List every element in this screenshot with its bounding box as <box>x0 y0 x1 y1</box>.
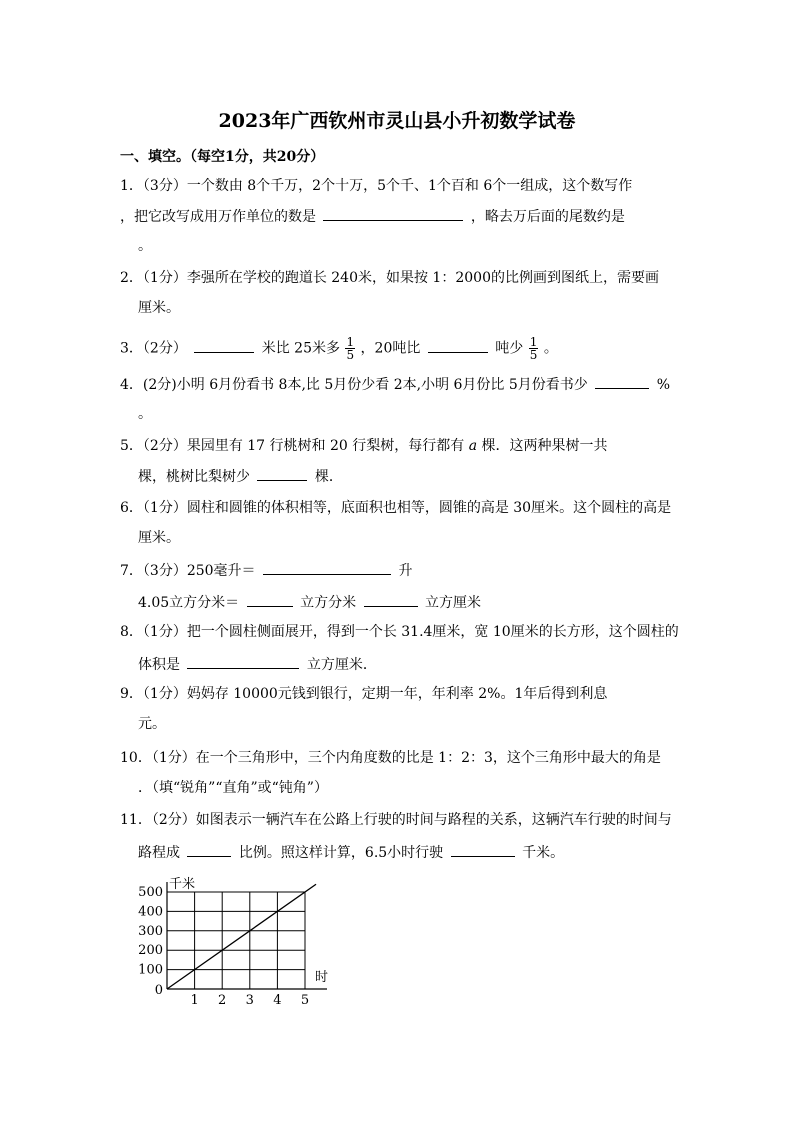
q4-line2: 。 <box>138 406 152 422</box>
q1-line1: 1．（3分）一个数由 8个千万，2个十万，5个千、1个百和 6个一组成，这个数写作 <box>120 178 633 194</box>
fraction-denominator: 5 <box>529 348 538 362</box>
q11-blank-2[interactable] <box>451 842 515 857</box>
q8-text-a: 体积是 <box>138 657 180 673</box>
q3-text-e: 。 <box>543 340 558 357</box>
q7-line2 <box>138 592 481 613</box>
q11-text-a: 路程成 <box>138 845 180 861</box>
q7-blank-2[interactable] <box>247 592 293 607</box>
q7-blank-3[interactable] <box>364 592 418 607</box>
q4-text-a: 4．(2分)小明 6月份看书 8本,比 5月份少看 2本,小明 6月份比 5月份看书少 <box>120 377 588 393</box>
fraction-numerator: 1 <box>346 335 355 349</box>
y-axis-label: 千米 <box>169 877 196 892</box>
q4-line1 <box>120 374 670 395</box>
fraction-numerator: 1 <box>529 335 538 349</box>
q1-line2 <box>120 206 625 227</box>
q7-text-e: 立方厘米 <box>424 595 481 611</box>
q2-line1: 2．（1分）李强所在学校的跑道长 240米，如果按 1：2000的比例画到图纸上，需要画 <box>120 270 659 286</box>
y-tick-label: 100 <box>138 962 163 978</box>
q9-line2: 元。 <box>138 716 166 732</box>
q5-blank-1[interactable] <box>257 466 307 481</box>
fraction-denominator: 5 <box>346 348 355 362</box>
q5-line2 <box>138 466 343 487</box>
x-tick-label: 3 <box>245 993 254 1008</box>
q9-line1: 9．（1分）妈妈存 10000元钱到银行，定期一年，年利率 2%。1年后得到利息 <box>120 686 608 702</box>
q3-fraction-1 <box>345 336 355 361</box>
q3-text-b: 米比 25米多 <box>261 340 340 357</box>
y-tick-label: 300 <box>138 923 163 939</box>
series-line <box>167 884 316 989</box>
q8-blank-1[interactable] <box>187 654 299 669</box>
q6-line2: 厘米。 <box>138 530 180 546</box>
q10-line1: 10．（1分）在一个三角形中，三个内角度数的比是 1：2：3，这个三角形中最大的角是 <box>120 750 661 766</box>
q1-text-b: ，略去万后面的尾数约是 <box>470 209 625 225</box>
q8-line1: 8．（1分）把一个圆柱侧面展开，得到一个长 31.4厘米，宽 10厘米的长方形，这个圆柱的 <box>120 624 679 640</box>
q11-text-c: 千米。 <box>522 845 565 861</box>
q5-text-c: 棵，桃树比梨树少 <box>138 469 250 485</box>
q8-text-b: 立方厘米． <box>306 657 377 673</box>
q4-text-b: % <box>656 377 671 393</box>
distance-time-chart <box>135 868 335 1008</box>
q5-variable: a <box>468 438 478 454</box>
q3-blank-2[interactable] <box>428 338 488 353</box>
origin-label: 0 <box>154 983 163 998</box>
q1-blank-1[interactable] <box>323 206 463 221</box>
y-tick-label: 500 <box>138 885 163 900</box>
section-heading: 一、填空。（每空1分，共20分） <box>120 149 325 165</box>
q5-text-a: 5．（2分）果园里有 17 行桃树和 20 行梨树，每行都有 <box>120 438 465 454</box>
q5-line1 <box>120 436 608 456</box>
q11-blank-1[interactable] <box>187 842 231 857</box>
q11-text-b: 比例。照这样计算，6.5小时行驶 <box>238 845 444 861</box>
q5-text-d: 棵． <box>314 469 343 485</box>
x-axis-label: 时 <box>315 970 329 985</box>
q1-line3: 。 <box>138 238 152 254</box>
q3-text-d: 吨少 <box>495 340 524 357</box>
q4-blank-1[interactable] <box>595 374 649 389</box>
y-tick-label: 200 <box>138 943 163 959</box>
x-tick-label: 1 <box>190 993 199 1008</box>
page-title: 2023年广西钦州市灵山县小升初数学试卷 <box>218 110 576 132</box>
q11-line1: 11．（2分）如图表示一辆汽车在公路上行驶的时间与路程的关系，这辆汽车行驶的时间与 <box>120 812 672 828</box>
q6-line1: 6．（1分）圆柱和圆锥的体积相等，底面积也相等，圆锥的高是 30厘米。这个圆柱的高是 <box>120 500 672 516</box>
q7-text-c: 4.05立方分米＝ <box>138 595 240 611</box>
q2-line2: 厘米。 <box>138 300 180 316</box>
q3-blank-1[interactable] <box>194 338 254 353</box>
y-tick-label: 400 <box>138 904 163 920</box>
q8-line2 <box>138 654 377 675</box>
q3-line <box>120 336 558 361</box>
x-tick-label: 5 <box>300 993 310 1008</box>
q11-line2 <box>138 842 564 863</box>
x-tick-label: 2 <box>218 993 227 1008</box>
q3-fraction-2 <box>529 336 539 361</box>
q7-blank-1[interactable] <box>263 560 391 575</box>
q7-text-a: 7．（3分）250毫升＝ <box>120 563 256 579</box>
q1-text-a: ，把它改写成用万作单位的数是 <box>120 209 316 225</box>
q7-text-b: 升 <box>398 563 413 579</box>
q10-line2: ．（填“锐角”“直角”或“钝角”） <box>138 780 328 796</box>
q3-text-c: ，20吨比 <box>360 340 421 357</box>
q5-text-b: 棵．这两种果树一共 <box>481 438 608 454</box>
q7-text-d: 立方分米 <box>300 595 357 611</box>
x-tick-label: 4 <box>273 993 282 1008</box>
q3-text-a: 3．（2分） <box>120 340 187 357</box>
q7-line1 <box>120 560 412 581</box>
